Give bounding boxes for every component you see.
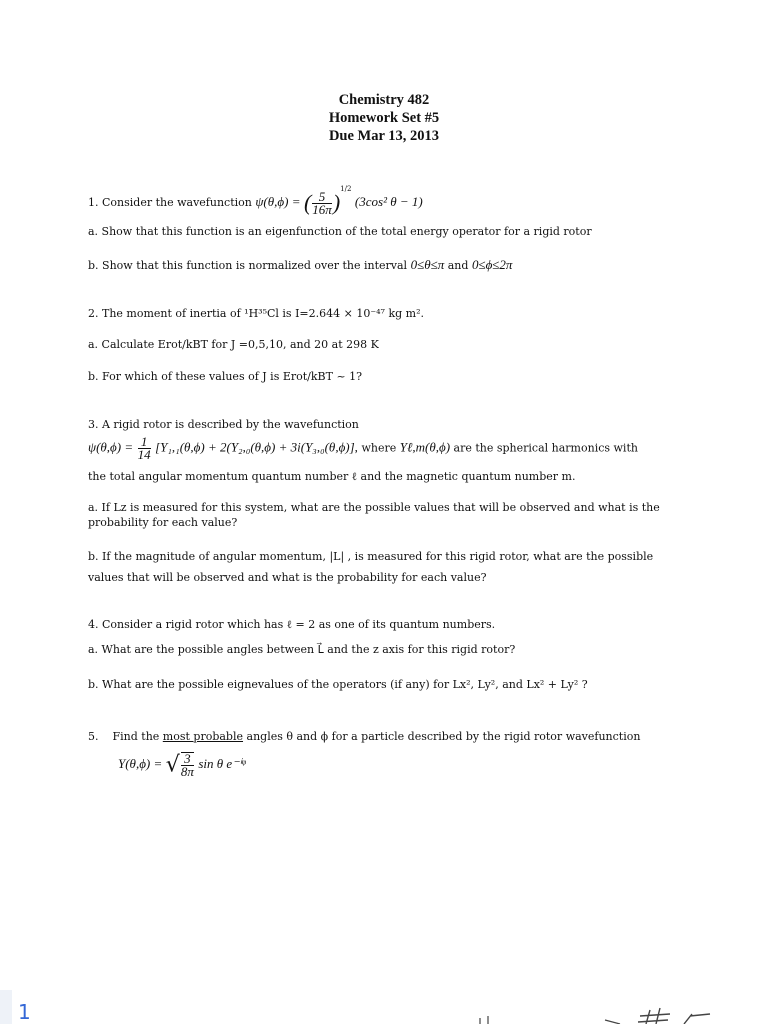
q3-fraction: $\frac{1}{14}$ bbox=[137, 434, 151, 462]
q1-rest: (3cos² θ − 1) bbox=[354, 194, 423, 209]
due-date: Due Mar 13, 2013 bbox=[328, 128, 440, 144]
q3-psi: ψ(θ,ϕ) = bbox=[88, 439, 134, 455]
page-edge-marker bbox=[0, 990, 12, 1024]
q1-part-a: a. Show that this function is an eigenfunction of the total energy operator for a rigid rotor bbox=[88, 225, 592, 238]
q3-are: are the spherical harmonics with bbox=[453, 441, 638, 455]
q4-part-a: a. What are the possible angles between L⃗ and the z axis for this rigid rotor? bbox=[88, 643, 516, 656]
q5-fraction: $\frac{3}{8\pi}$ bbox=[180, 751, 194, 779]
q3-lead: 3. A rigid rotor is described by the wavefunction bbox=[88, 418, 359, 431]
q5-sin: sin θ e⁻ⁱᵠ bbox=[198, 756, 246, 771]
q3-equation-body: [Y₁,₁(θ,ϕ) + 2(Y₂,₀(θ,ϕ) + 3i(Y₃,₀(θ,ϕ)], bbox=[155, 439, 358, 455]
q1-equation-line: 1. Consider the wavefunction ψ(θ,ϕ) = ( $\frac{5}{16\pi}$ )$^{1/2}$ (3cos² θ − 1) bbox=[88, 185, 423, 217]
q1-range-phi: 0≤ϕ≤2π bbox=[471, 257, 513, 272]
q1-fraction-den: 16π bbox=[312, 201, 332, 217]
q1-lead: 1. Consider the wavefunction bbox=[88, 196, 252, 209]
q3-part-a-line1: a. If Lz is measured for this system, what are the possible values that will be observed and what is the bbox=[88, 501, 660, 514]
q4-lead: 4. Consider a rigid rotor which has ℓ = 2 as one of its quantum numbers. bbox=[88, 618, 496, 631]
q3-equation-line bbox=[88, 436, 638, 461]
q3-ylm: Yℓ,m(θ,ϕ) bbox=[399, 439, 451, 455]
q5-text-1: Find the bbox=[112, 730, 160, 743]
q1-fraction-num: 5 bbox=[312, 191, 332, 204]
q2-part-a: a. Calculate Erot/kBT for J =0,5,10, and 20 at 298 K bbox=[88, 338, 379, 351]
q5-y: Y(θ,ϕ) = bbox=[118, 756, 163, 771]
q5-lead bbox=[88, 730, 640, 743]
q3-line2: the total angular momentum quantum number ℓ and the magnetic quantum number m. bbox=[88, 470, 576, 483]
q4-part-b: b. What are the possible eignevalues of the operators (if any) for Lx², Ly², and Lx² + Ly² ? bbox=[88, 678, 588, 691]
homework-title: Homework Set #5 bbox=[328, 110, 440, 126]
q1-range-theta: 0≤θ≤π bbox=[410, 257, 445, 272]
q5-number: 5. bbox=[88, 730, 99, 743]
q3-where: where bbox=[361, 441, 397, 455]
q2-part-b: b. For which of these values of J is Erot/kBT ~ 1? bbox=[88, 370, 363, 383]
q2-lead: 2. The moment of inertia of ¹H³⁵Cl is I=2.644 × 10⁻⁴⁷ kg m². bbox=[88, 307, 424, 320]
q3-part-b-line2: values that will be observed and what is the probability for each value? bbox=[88, 571, 487, 584]
q3-part-b-line1: b. If the magnitude of angular momentum, |L| , is measured for this rigid rotor, what are the possible bbox=[88, 550, 654, 563]
q1-part-b bbox=[88, 257, 512, 273]
q1-fraction bbox=[312, 188, 332, 217]
q1-power: 1/2 bbox=[340, 185, 352, 194]
handwriting-scribbles bbox=[470, 1006, 730, 1024]
page-number: 1 bbox=[18, 1000, 31, 1024]
q5-text-2: angles θ and ϕ for a particle described by the rigid rotor wavefunction bbox=[246, 730, 641, 743]
q1-psi: ψ(θ,ϕ) = bbox=[255, 194, 301, 209]
q5-equation: Y(θ,ϕ) = √ $\frac{3}{8\pi}$ sin θ e⁻ⁱᵠ bbox=[118, 751, 246, 779]
course-title: Chemistry 482 bbox=[338, 92, 430, 108]
q5-most-probable: most probable bbox=[162, 730, 244, 743]
q1-part-b-text: b. Show that this function is normalized over the interval bbox=[88, 259, 408, 272]
q1-and: and bbox=[447, 259, 469, 272]
q3-part-a-line2: probability for each value? bbox=[88, 516, 238, 529]
